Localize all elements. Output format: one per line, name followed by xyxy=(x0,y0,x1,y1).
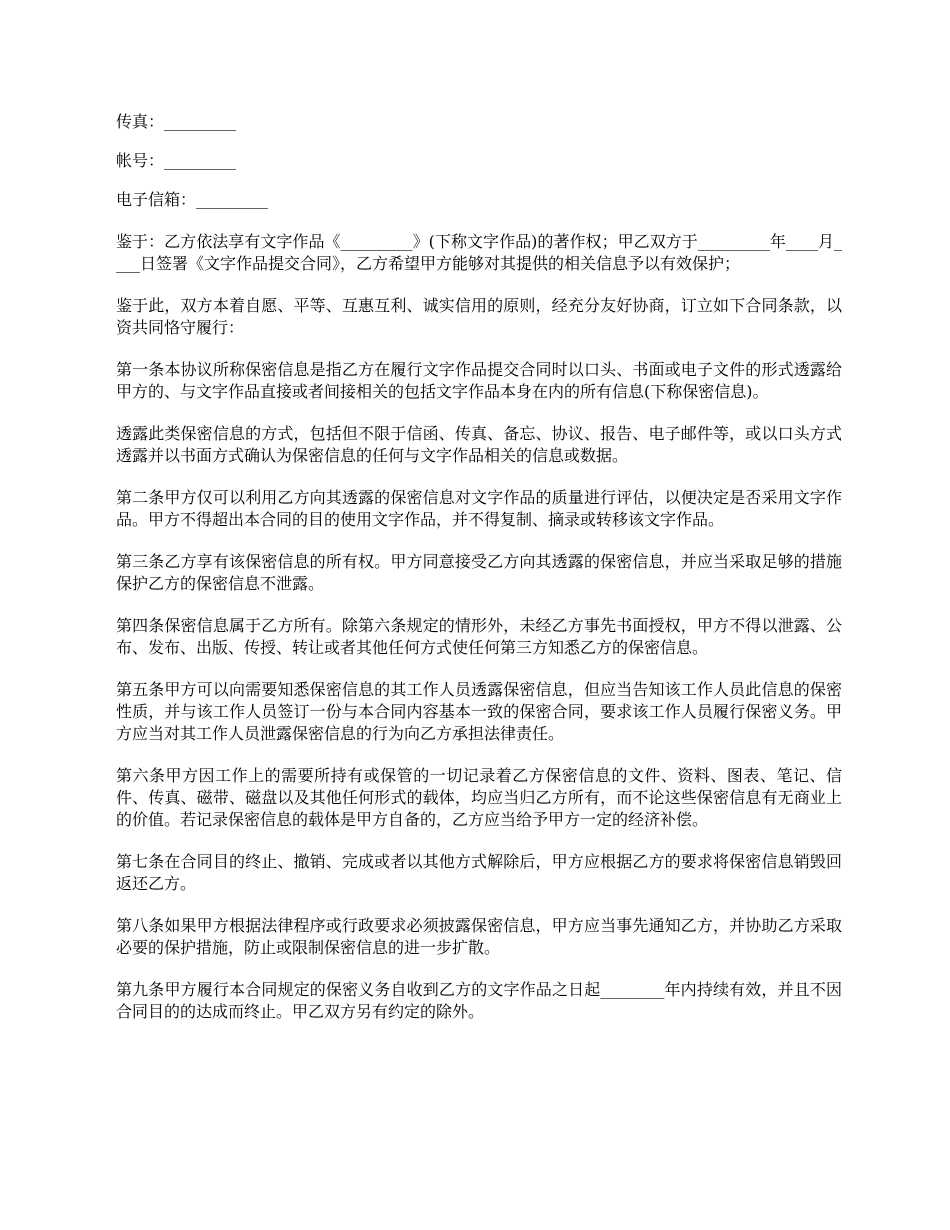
paragraph-article-8: 第八条如果甲方根据法律程序或行政要求必须披露保密信息，甲方应当事先通知乙方，并协助乙方采取必要的保护措施，防止或限制保密信息的进一步扩散。 xyxy=(116,916,842,957)
fax-field: 传真：_________ xyxy=(116,112,237,131)
paragraph-article-6: 第六条甲方因工作上的需要所持有或保管的一切记录着乙方保密信息的文件、资料、图表、笔记、信件、传真、磁带、磁盘以及其他任何形式的载体，均应当归乙方所有，而不论这些保密信息有无商业上的价值。若记录保密信息的载体是甲方自备的，乙方应当给予甲方一定的经济补偿。 xyxy=(116,766,842,829)
paragraph-article-4: 第四条保密信息属于乙方所有。除第六条规定的情形外，未经乙方事先书面授权，甲方不得以泄露、公布、发布、出版、传授、转让或者其他任何方式使任何第三方知悉乙方的保密信息。 xyxy=(116,616,842,657)
document-page xyxy=(116,111,842,1043)
email-field: 电子信箱：_________ xyxy=(116,190,269,209)
paragraph-article-3: 第三条乙方享有该保密信息的所有权。甲方同意接受乙方向其透露的保密信息，并应当采取足够的措施保护乙方的保密信息不泄露。 xyxy=(116,552,842,593)
paragraph-disclosure-methods: 透露此类保密信息的方式，包括但不限于信函、传真、备忘、协议、报告、电子邮件等，或以口头方式透露并以书面方式确认为保密信息的任何与文字作品相关的信息或数据。 xyxy=(116,424,842,465)
paragraph-article-1: 第一条本协议所称保密信息是指乙方在履行文字作品提交合同时以口头、书面或电子文件的形式透露给甲方的、与文字作品直接或者间接相关的包括文字作品本身在内的所有信息(下称保密信息)。 xyxy=(116,360,842,401)
paragraph-article-2: 第二条甲方仅可以利用乙方向其透露的保密信息对文字作品的质量进行评估，以便决定是否采用文字作品。甲方不得超出本合同的目的使用文字作品，并不得复制、摘录或转移该文字作品。 xyxy=(116,488,842,529)
paragraph-recital-2: 鉴于此，双方本着自愿、平等、互惠互利、诚实信用的原则，经充分友好协商，订立如下合同条款，以资共同恪守履行： xyxy=(116,296,842,337)
paragraph-recital-1: 鉴于：乙方依法享有文字作品《_________》(下称文字作品)的著作权；甲乙双方于_________年____月____日签署《文字作品提交合同》，乙方希望甲方能够对其提供的相关信息予以有效保护； xyxy=(116,232,842,273)
paragraph-article-7: 第七条在合同目的终止、撤销、完成或者以其他方式解除后，甲方应根据乙方的要求将保密信息销毁回返还乙方。 xyxy=(116,852,842,893)
account-field: 帐号：_________ xyxy=(116,151,237,170)
paragraph-article-5: 第五条甲方可以向需要知悉保密信息的其工作人员透露保密信息，但应当告知该工作人员此信息的保密性质，并与该工作人员签订一份与本合同内容基本一致的保密合同，要求该工作人员履行保密义务。甲方应当对其工作人员泄露保密信息的行为向乙方承担法律责任。 xyxy=(116,680,842,743)
paragraph-article-9: 第九条甲方履行本合同规定的保密义务自收到乙方的文字作品之日起________年内持续有效，并且不因合同目的的达成而终止。甲乙双方另有约定的除外。 xyxy=(116,980,842,1021)
